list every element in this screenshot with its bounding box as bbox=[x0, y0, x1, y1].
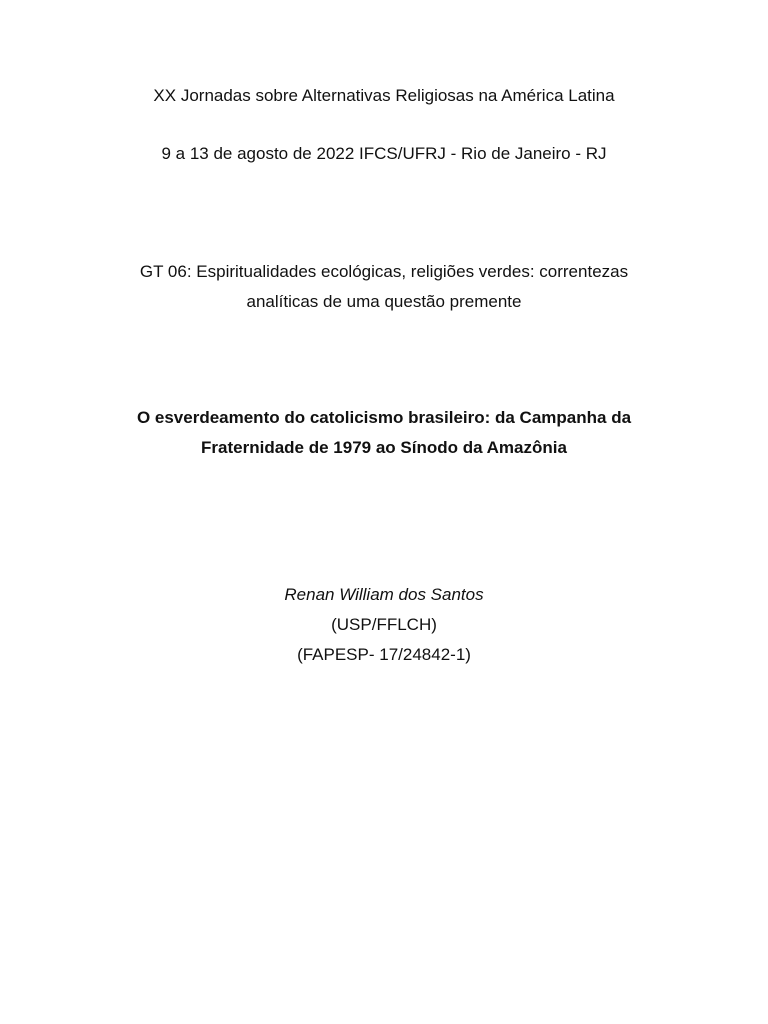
event-title: XX Jornadas sobre Alternativas Religiosas na América Latina bbox=[153, 86, 615, 105]
working-group-line-2: analíticas de uma questão premente bbox=[246, 292, 522, 311]
author-affiliation: (USP/FFLCH) bbox=[331, 615, 437, 634]
event-dates-place: 9 a 13 de agosto de 2022 IFCS/UFRJ - Rio de Janeiro - RJ bbox=[161, 144, 607, 163]
working-group-line-1: GT 06: Espiritualidades ecológicas, religiões verdes: correntezas bbox=[139, 262, 629, 281]
author-name: Renan William dos Santos bbox=[284, 585, 484, 604]
paper-title-line-2: Fraternidade de 1979 ao Sínodo da Amazônia bbox=[201, 438, 567, 457]
paper-title-line-1: O esverdeamento do catolicismo brasileiro: da Campanha da bbox=[136, 408, 632, 427]
author-funding: (FAPESP- 17/24842-1) bbox=[297, 645, 471, 664]
